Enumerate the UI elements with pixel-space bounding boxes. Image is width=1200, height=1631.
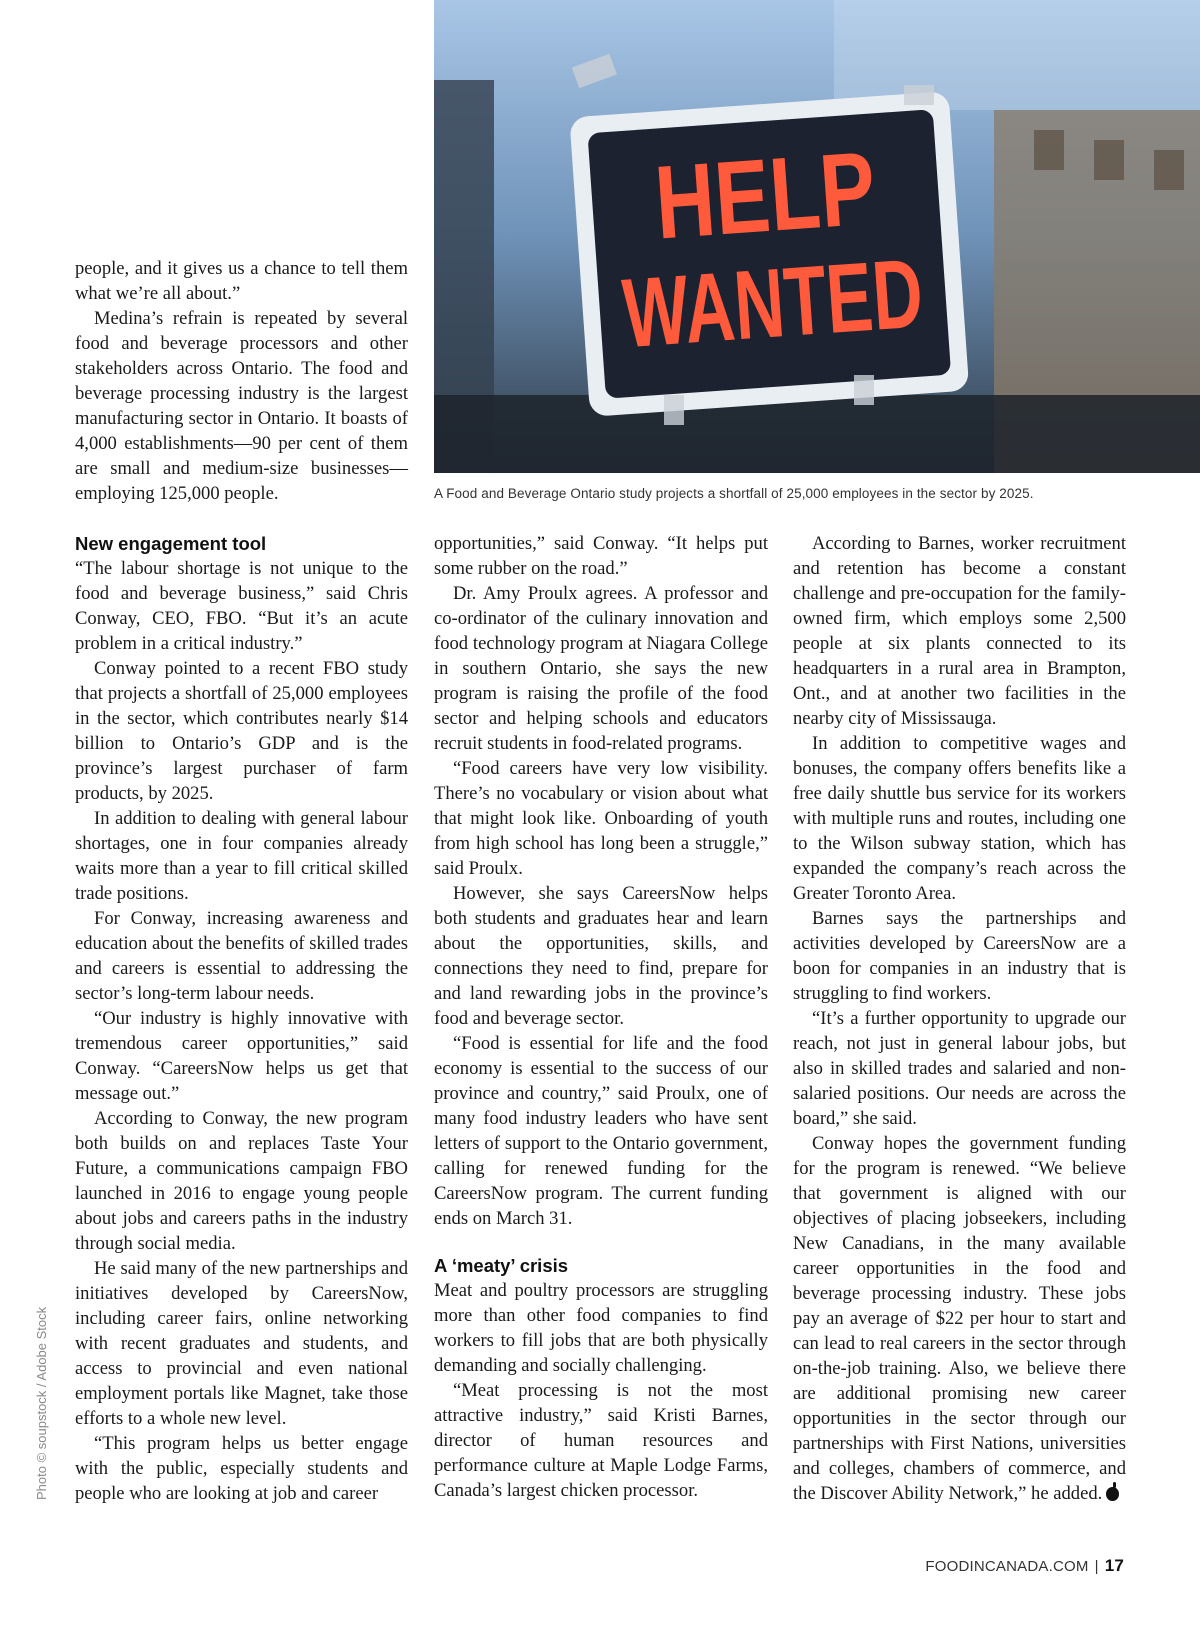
- article-column-1: [75, 531, 408, 1506]
- paragraph: Barnes says the partnerships and activities developed by CareersNow are a boon for companies in an industry that is struggling to find workers.: [793, 908, 1126, 1004]
- page-number: 17: [1104, 1556, 1124, 1575]
- section-heading-meaty-crisis: A ‘meaty’ crisis: [434, 1255, 569, 1276]
- paragraph: people, and it gives us a chance to tell them what we’re all about.”: [75, 258, 408, 304]
- paragraph: “Our industry is highly innovative with tremendous career opportunities,” said Conway. “CareersNow helps us get that message out.”: [75, 1008, 408, 1104]
- paragraph: In addition to competitive wages and bonuses, the company offers benefits like a free daily shuttle bus service for its workers with multiple runs and routes, including one to the Wilson subway station, which has expanded the company’s reach across the Greater Toronto Area.: [793, 733, 1126, 904]
- paragraph: Conway pointed to a recent FBO study that projects a shortfall of 25,000 employees in the sector, which contributes nearly $14 billion to Ontario’s GDP and is the province’s largest purchaser of farm products, by 2025.: [75, 658, 408, 804]
- paragraph: “This program helps us better engage with the public, especially students and people who are looking at job and career: [75, 1433, 408, 1504]
- paragraph: Dr. Amy Proulx agrees. A professor and co-ordinator of the culinary innovation and food technology program at Niagara College in southern Ontario, she says the new program is raising the profile of the food sector and helping schools and educators recruit students in food-related programs.: [434, 583, 768, 754]
- paragraph: He said many of the new partnerships and initiatives developed by CareersNow, including career fairs, online networking with recent graduates and students, and access to provincial and even national employment portals like Magnet, take those efforts to a whole new level.: [75, 1258, 408, 1429]
- paragraph: According to Conway, the new program both builds on and replaces Taste Your Future, a communications campaign FBO launched in 2016 to engage young people about jobs and careers paths in the industry through social media.: [75, 1108, 408, 1254]
- footer-site-link[interactable]: FOODINCANADA.COM: [925, 1558, 1089, 1575]
- sign-line-help: HELP: [651, 126, 937, 262]
- final-paragraph: [793, 1131, 1126, 1506]
- article-column-2: [434, 531, 768, 1503]
- paragraph: “Food is essential for life and the food economy is essential to the success of our province and country,” said Proulx, one of many food industry leaders who have sent letters of support to the Ontario government, calling for renewed funding for the CareersNow program. The current funding ends on March 31.: [434, 1033, 768, 1229]
- photo-caption: A Food and Beverage Ontario study projects a shortfall of 25,000 employees in the sector by 2025.: [434, 486, 1034, 501]
- section-heading-engagement: New engagement tool: [75, 533, 267, 554]
- sign-line-wanted: WANTED: [619, 228, 1051, 369]
- paragraph: In addition to dealing with general labour shortages, one in four companies already waits more than a year to fill critical skilled trade positions.: [75, 808, 408, 904]
- page-footer: [925, 1556, 1124, 1576]
- apple-end-mark-icon: [1106, 1487, 1119, 1501]
- section-gap: [434, 1231, 768, 1253]
- article-column-3: [793, 531, 1126, 1506]
- paragraph: However, she says CareersNow helps both students and graduates hear and learn about the opportunities, skills, and connections they need to find, prepare for and land rewarding jobs in the province’s food and beverage sector.: [434, 883, 768, 1029]
- paragraph: “The labour shortage is not unique to the food and beverage business,” said Chris Conway, CEO, FBO. “But it’s an acute problem in a critical industry.”: [75, 558, 408, 654]
- article-column-top: [75, 256, 408, 506]
- paragraph: “It’s a further opportunity to upgrade our reach, not just in general labour jobs, but also in skilled trades and salaried and non-salaried positions. Our needs are across the board,” she said.: [793, 1008, 1126, 1129]
- paragraph: Medina’s refrain is repeated by several food and beverage processors and other stakeholders across Ontario. The food and beverage processing industry is the largest manufacturing sector in Ontario. It boasts of 4,000 establishments—90 per cent of them are small and medium-size businesses—employing 125,000 people.: [75, 308, 408, 504]
- paragraph: “Meat processing is not the most attractive industry,” said Kristi Barnes, director of human resources and performance culture at Maple Lodge Farms, Canada’s largest chicken processor.: [434, 1380, 768, 1501]
- paragraph: Meat and poultry processors are struggling more than other food companies to find workers to fill jobs that are both physically demanding and socially challenging.: [434, 1280, 768, 1376]
- help-wanted-photo: [434, 0, 1200, 473]
- photo-illustration: [434, 0, 1200, 473]
- paragraph: opportunities,” said Conway. “It helps put some rubber on the road.”: [434, 533, 768, 579]
- paragraph: For Conway, increasing awareness and education about the benefits of skilled trades and careers is essential to addressing the sector’s long-term labour needs.: [75, 908, 408, 1004]
- paragraph: “Food careers have very low visibility. There’s no vocabulary or vision about what that might look like. Onboarding of youth from high school has long been a struggle,” said Proulx.: [434, 758, 768, 879]
- paragraph: According to Barnes, worker recruitment and retention has become a constant challenge and pre-occupation for the family-owned firm, which employs some 2,500 people at six plants connected to its headquarters in a rural area in Brampton, Ont., and at another two facilities in the nearby city of Mississauga.: [793, 533, 1126, 729]
- photo-credit: Photo © soupstock / Adobe Stock: [34, 1306, 49, 1500]
- footer-separator: |: [1094, 1558, 1099, 1575]
- paragraph-text: Conway hopes the government funding for the program is renewed. “We believe that government is aligned with our objectives of placing jobseekers, including New Canadians, in the many available career opportunities in the food and beverage processing industry. These jobs pay an average of $22 per hour to start and can lead to real careers in the sector through on-the-job training. Also, we believe there are additional promising new career opportunities in the sector through our partnerships with First Nations, universities and colleges, chambers of commerce, and the Discover Ability Network,” he added.: [793, 1133, 1126, 1504]
